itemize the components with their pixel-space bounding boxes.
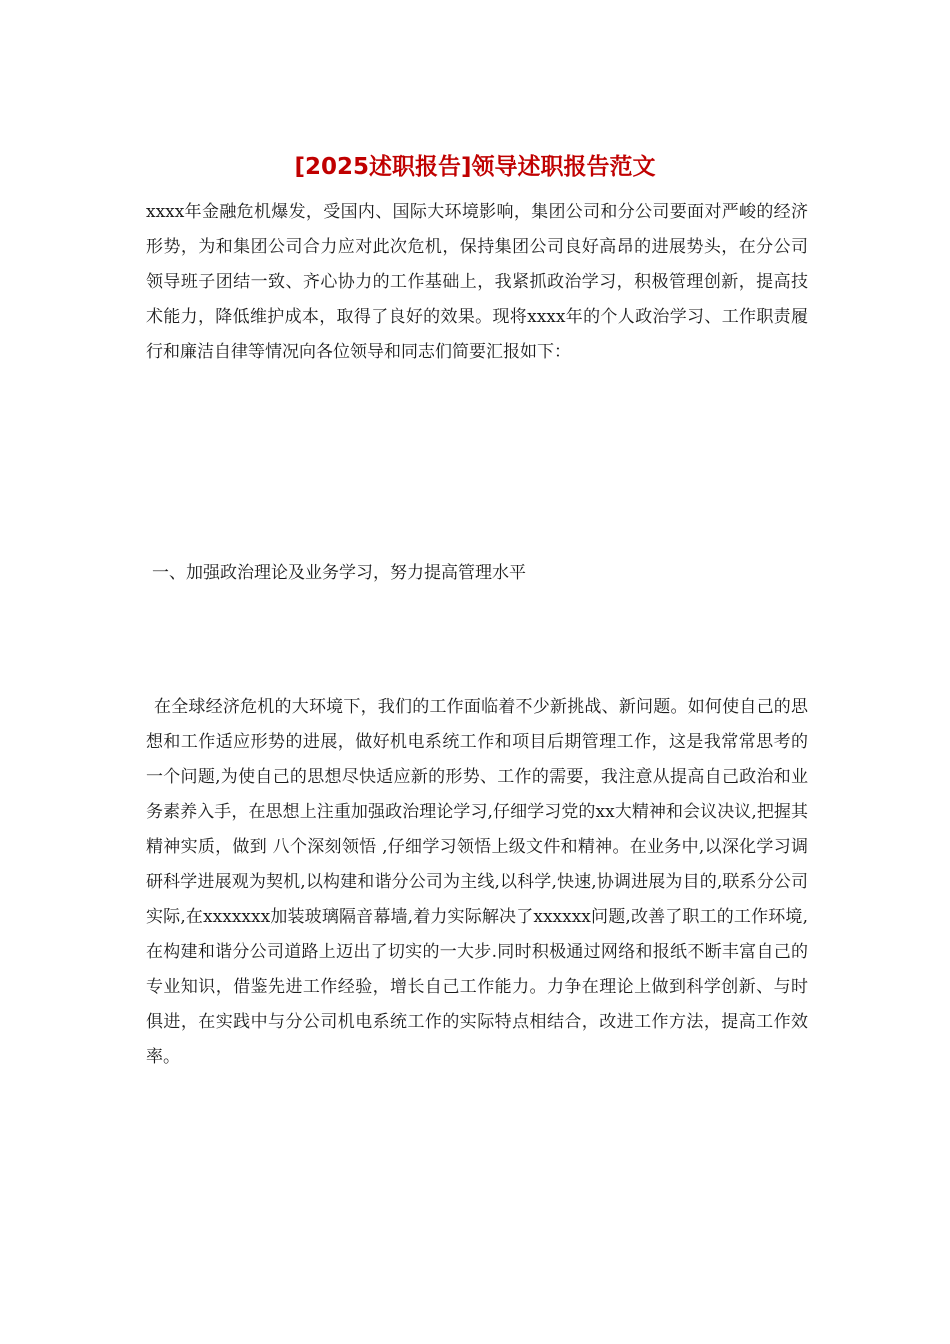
section-heading: 一、加强政治理论及业务学习，努力提高管理水平 — [152, 563, 526, 583]
document-title: [2025述职报告]领导述职报告范文 — [294, 154, 656, 180]
intro-paragraph: xxxx年金融危机爆发，受国内、国际大环境影响，集团公司和分公司要面对严峻的经济形势，为和集团公司合力应对此次危机，保持集团公司良好高昂的进展势头，在分公司领导班子团结一致、齐心协力的工作基础上，我紧抓政治学习，积极管理创新，提高技术能力，降低维护成本，取得了良好的效果。现将xxxx年的个人政治学习、工作职责履行和廉洁自律等情况向各位领导和同志们简要汇报如下： — [146, 202, 808, 362]
section-body-paragraph: 在全球经济危机的大环境下，我们的工作面临着不少新挑战、新问题。如何使自己的思想和工作适应形势的进展，做好机电系统工作和项目后期管理工作，这是我常常思考的一个问题,为使自己的思想尽快适应新的形势、工作的需要，我注意从提高自己政治和业务素养入手，在思想上注重加强政治理论学习,仔细学习党的xx大精神和会议决议,把握其精神实质，做到 八个深刻领悟 ,仔细学习领悟上级文件和精神。在业务中,以深化学习调研科学进展观为契机,以构建和谐分公司为主线,以科学,快速,协调进展为目的,联系分公司实际,在xxxxxxx加装玻璃隔音幕墙,着力实际解决了xxxxxx问题,改善了职工的工作环境,在构建和谐分公司道路上迈出了切实的一大步.同时积极通过网络和报纸不断丰富自己的专业知识，借鉴先进工作经验，增长自己工作能力。力争在理论上做到科学创新、与时俱进，在实践中与分公司机电系统工作的实际特点相结合，改进工作方法，提高工作效率。 — [146, 697, 808, 1067]
